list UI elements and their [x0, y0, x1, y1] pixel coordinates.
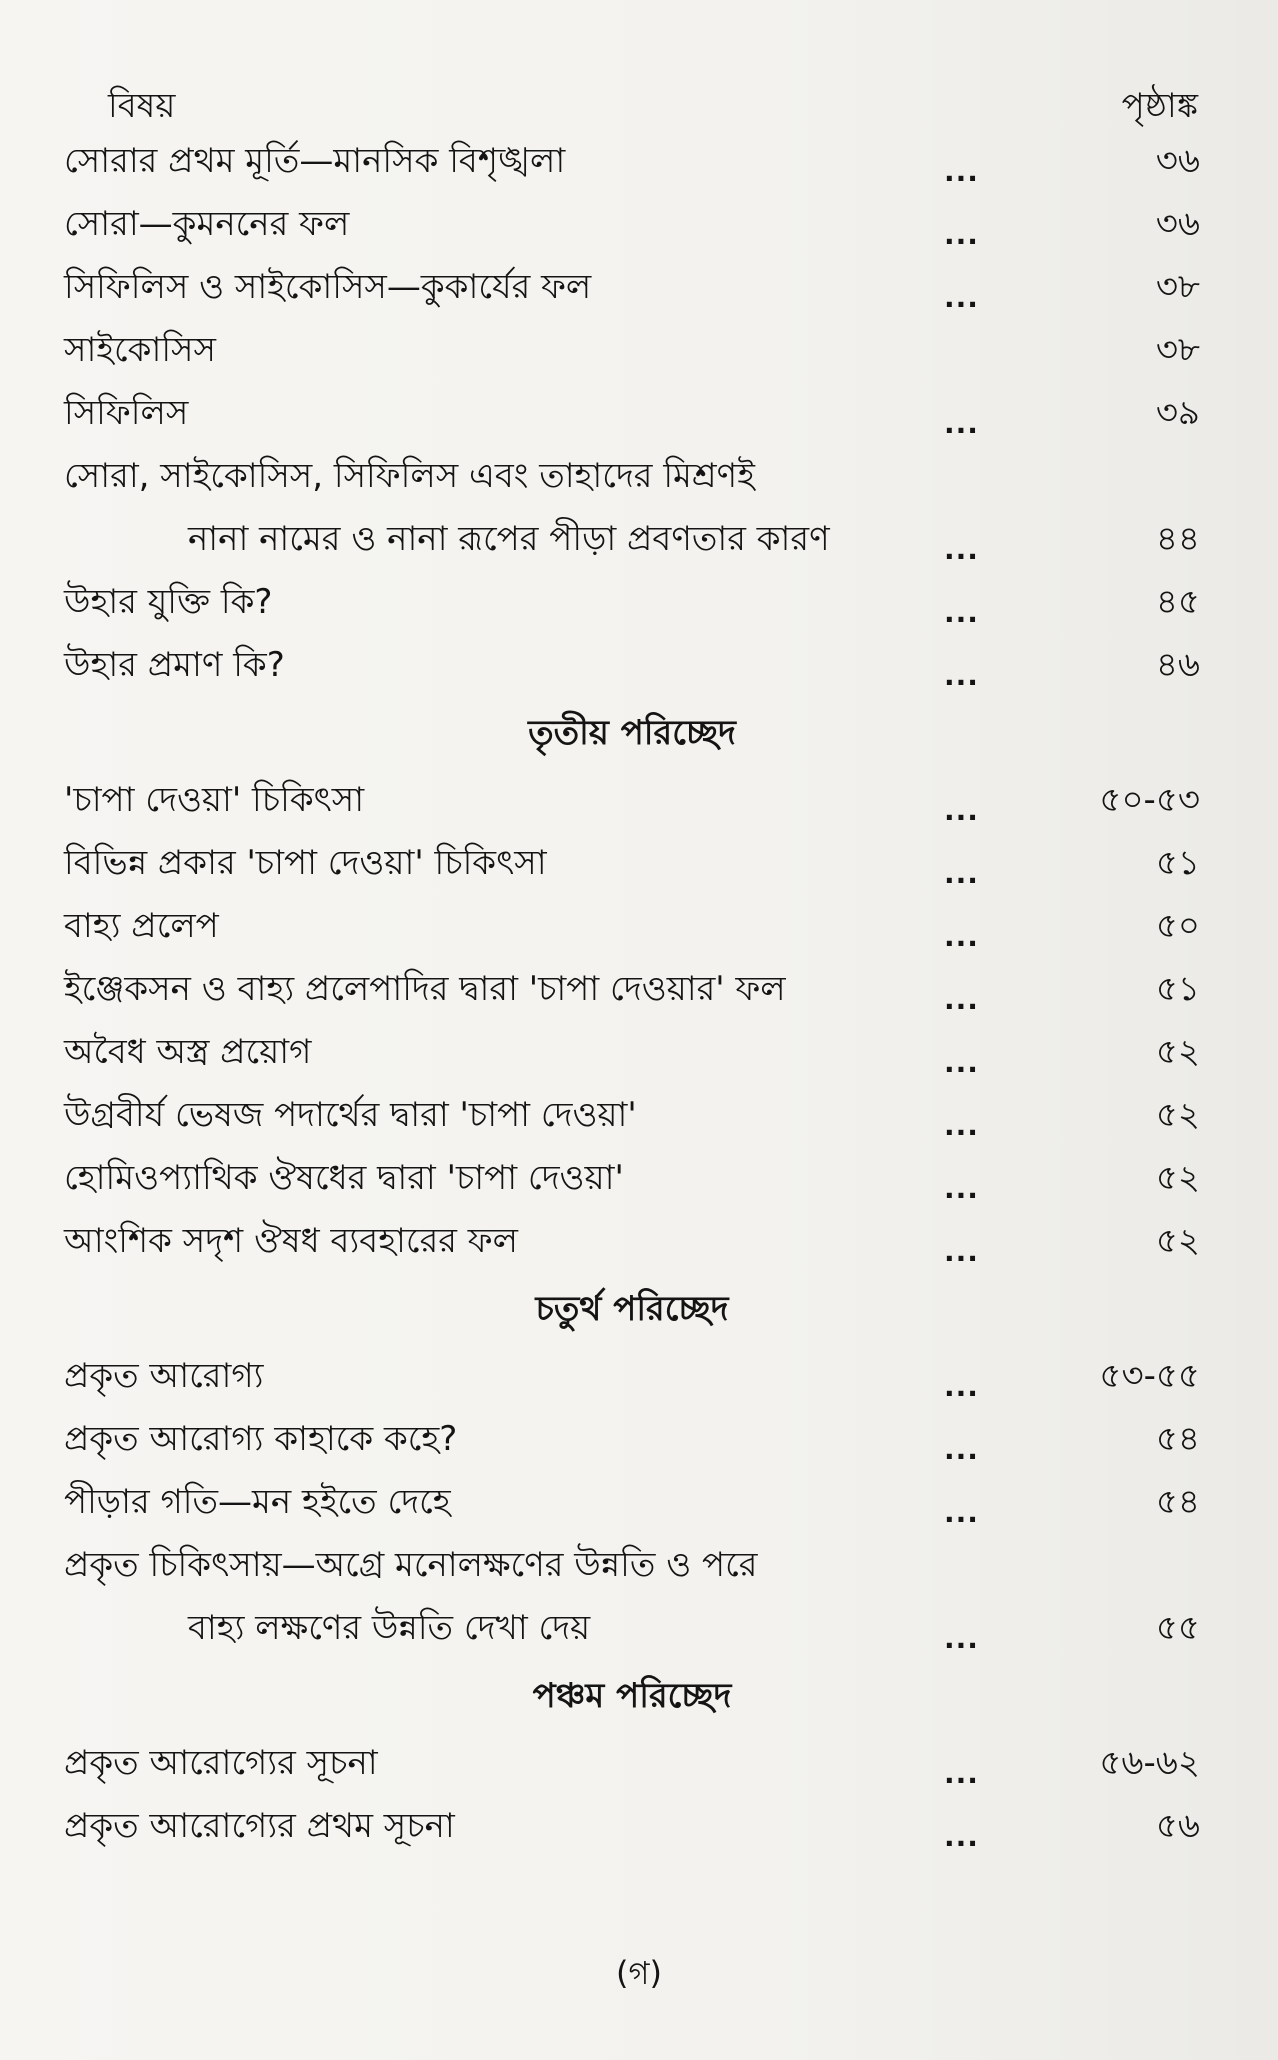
- toc-entry-title: উহার যুক্তি কি?: [64, 582, 273, 622]
- toc-entry: [64, 634, 1200, 697]
- toc-entry: [64, 319, 1200, 382]
- toc-entry: [64, 256, 1200, 319]
- toc-leader-dots: ...: [944, 218, 979, 251]
- toc-leader-dots: ...: [944, 1046, 979, 1079]
- toc-entry-title: আংশিক সদৃশ ঔষধ ব্যবহারের ফল: [64, 1221, 518, 1261]
- toc-entry-title: 'চাপা দেওয়া' চিকিৎসা: [64, 780, 365, 820]
- toc-page-number: ৫১: [1155, 969, 1200, 1009]
- toc-page-number: ৫২: [1155, 1095, 1200, 1135]
- toc-entry: [64, 571, 1200, 634]
- toc-leader-dots: ...: [944, 794, 979, 827]
- toc-leader-dots: ...: [944, 281, 979, 314]
- toc-page-number: ৫৫: [1155, 1608, 1200, 1648]
- toc-leader-dots: ...: [944, 596, 979, 629]
- toc-leader-dots: ...: [944, 983, 979, 1016]
- toc-entry-title: বিভিন্ন প্রকার 'চাপা দেওয়া' চিকিৎসা: [64, 843, 547, 883]
- toc-entry-title: প্রকৃত আরোগ্যের প্রথম সূচনা: [64, 1806, 455, 1846]
- toc-entry: [64, 1147, 1200, 1210]
- toc-leader-dots: ...: [944, 155, 979, 188]
- toc-entry-title: বাহ্য প্রলেপ: [64, 906, 219, 946]
- toc-page-number: ৫২: [1155, 1032, 1200, 1072]
- toc-leader-dots: ...: [944, 1235, 979, 1268]
- toc-leader-dots: ...: [944, 1820, 979, 1853]
- toc-page-number: ৩৮: [1155, 330, 1200, 370]
- toc-leader-dots: ...: [944, 659, 979, 692]
- toc-leader-dots: ...: [944, 1757, 979, 1790]
- section-heading-3: তৃতীয় পরিচ্ছেদ: [528, 713, 736, 753]
- toc-entry: [64, 508, 1200, 571]
- toc-entry: [64, 1408, 1200, 1471]
- toc-leader-dots: ...: [944, 1370, 979, 1403]
- toc-page-number: ৪৪: [1155, 519, 1200, 559]
- toc-entry-title: উগ্রবীর্য ভেষজ পদার্থের দ্বারা 'চাপা দেওয়া': [64, 1095, 637, 1135]
- toc-page-number: ৫৪: [1155, 1419, 1200, 1459]
- table-of-contents: [64, 130, 1200, 1858]
- toc-entry: [64, 445, 1200, 508]
- toc-leader-dots: ...: [944, 1172, 979, 1205]
- toc-entry-title: সোরা—কুমননের ফল: [64, 204, 350, 244]
- toc-page-number: ৪৬: [1155, 645, 1200, 685]
- toc-page-number: ৩৬: [1155, 204, 1200, 244]
- toc-entry-title: নানা নামের ও নানা রূপের পীড়া প্রবণতার কারণ: [188, 519, 830, 559]
- toc-entry: [64, 382, 1200, 445]
- toc-page-number: ৩৯: [1155, 393, 1200, 433]
- toc-page-number: ৫০-৫৩: [1099, 780, 1200, 820]
- toc-leader-dots: ...: [944, 857, 979, 890]
- toc-leader-dots: ...: [944, 533, 979, 566]
- toc-page-number: ৩৮: [1155, 267, 1200, 307]
- toc-page-number: ৫৪: [1155, 1482, 1200, 1522]
- toc-entry-title: প্রকৃত আরোগ্যের সূচনা: [64, 1743, 378, 1783]
- toc-entry-title: সিফিলিস: [64, 393, 189, 433]
- toc-entry-title: পীড়ার গতি—মন হইতে দেহে: [64, 1482, 451, 1522]
- toc-page-number: ৪৫: [1155, 582, 1200, 622]
- page-footer-marker: (গ): [616, 1954, 662, 1992]
- toc-entry: [64, 1021, 1200, 1084]
- toc-entry-title: হোমিওপ্যাথিক ঔষধের দ্বারা 'চাপা দেওয়া': [64, 1158, 624, 1198]
- toc-leader-dots: ...: [944, 407, 979, 440]
- toc-header: [64, 72, 1198, 128]
- toc-entry: [64, 1534, 1200, 1597]
- toc-page-number: ৫১: [1155, 843, 1200, 883]
- toc-entry-title: ইঞ্জেকসন ও বাহ্য প্রলেপাদির দ্বারা 'চাপা দেওয়ার' ফল: [64, 969, 786, 1009]
- toc-entry: [64, 958, 1200, 1021]
- toc-entry: [64, 1210, 1200, 1273]
- toc-page-number: ৩৬: [1155, 141, 1200, 181]
- toc-entry-title: প্রকৃত চিকিৎসায়—অগ্রে মনোলক্ষণের উন্নতি ও পরে: [64, 1545, 758, 1585]
- toc-leader-dots: ...: [944, 920, 979, 953]
- toc-entry-title: সাইকোসিস: [64, 330, 216, 370]
- section-heading-4: চতুর্থ পরিচ্ছেদ: [535, 1289, 729, 1329]
- toc-page-number: ৫৩-৫৫: [1099, 1356, 1200, 1396]
- section-heading-5: পঞ্চম পরিচ্ছেদ: [532, 1676, 732, 1716]
- toc-page-number: ৫৬-৬২: [1099, 1743, 1200, 1783]
- toc-entry: [64, 1597, 1200, 1660]
- toc-entry: [64, 1795, 1200, 1858]
- page-number-heading: পৃষ্ঠাঙ্ক: [1121, 86, 1198, 126]
- toc-leader-dots: ...: [944, 1622, 979, 1655]
- toc-entry-title: প্রকৃত আরোগ্য কাহাকে কহে?: [64, 1419, 458, 1459]
- toc-entry: [64, 769, 1200, 832]
- toc-entry-title: প্রকৃত আরোগ্য: [64, 1356, 264, 1396]
- toc-entry: [64, 1471, 1200, 1534]
- toc-entry-title: অবৈধ অস্ত্র প্রয়োগ: [64, 1032, 312, 1072]
- toc-leader-dots: ...: [944, 1496, 979, 1529]
- toc-entry-title: সোরা, সাইকোসিস, সিফিলিস এবং তাহাদের মিশ্রণই: [64, 456, 755, 496]
- toc-entry-title: বাহ্য লক্ষণের উন্নতি দেখা দেয়: [188, 1608, 591, 1648]
- toc-page-number: ৫২: [1155, 1158, 1200, 1198]
- toc-entry: [64, 1732, 1200, 1795]
- toc-entry-title: সিফিলিস ও সাইকোসিস—কুকার্যের ফল: [64, 267, 592, 307]
- toc-entry: [64, 1084, 1200, 1147]
- toc-page-number: ৫২: [1155, 1221, 1200, 1261]
- toc-entry: [64, 1345, 1200, 1408]
- toc-page-number: ৫০: [1155, 906, 1200, 946]
- toc-leader-dots: ...: [944, 1109, 979, 1142]
- toc-entry: [64, 130, 1200, 193]
- subject-heading: বিষয়: [108, 86, 176, 126]
- toc-entry-title: উহার প্রমাণ কি?: [64, 645, 285, 685]
- toc-leader-dots: ...: [944, 1433, 979, 1466]
- toc-entry: [64, 193, 1200, 256]
- toc-entry: [64, 832, 1200, 895]
- toc-page-number: ৫৬: [1155, 1806, 1200, 1846]
- toc-entry: [64, 895, 1200, 958]
- toc-entry-title: সোরার প্রথম মূর্তি—মানসিক বিশৃঙ্খলা: [64, 141, 566, 181]
